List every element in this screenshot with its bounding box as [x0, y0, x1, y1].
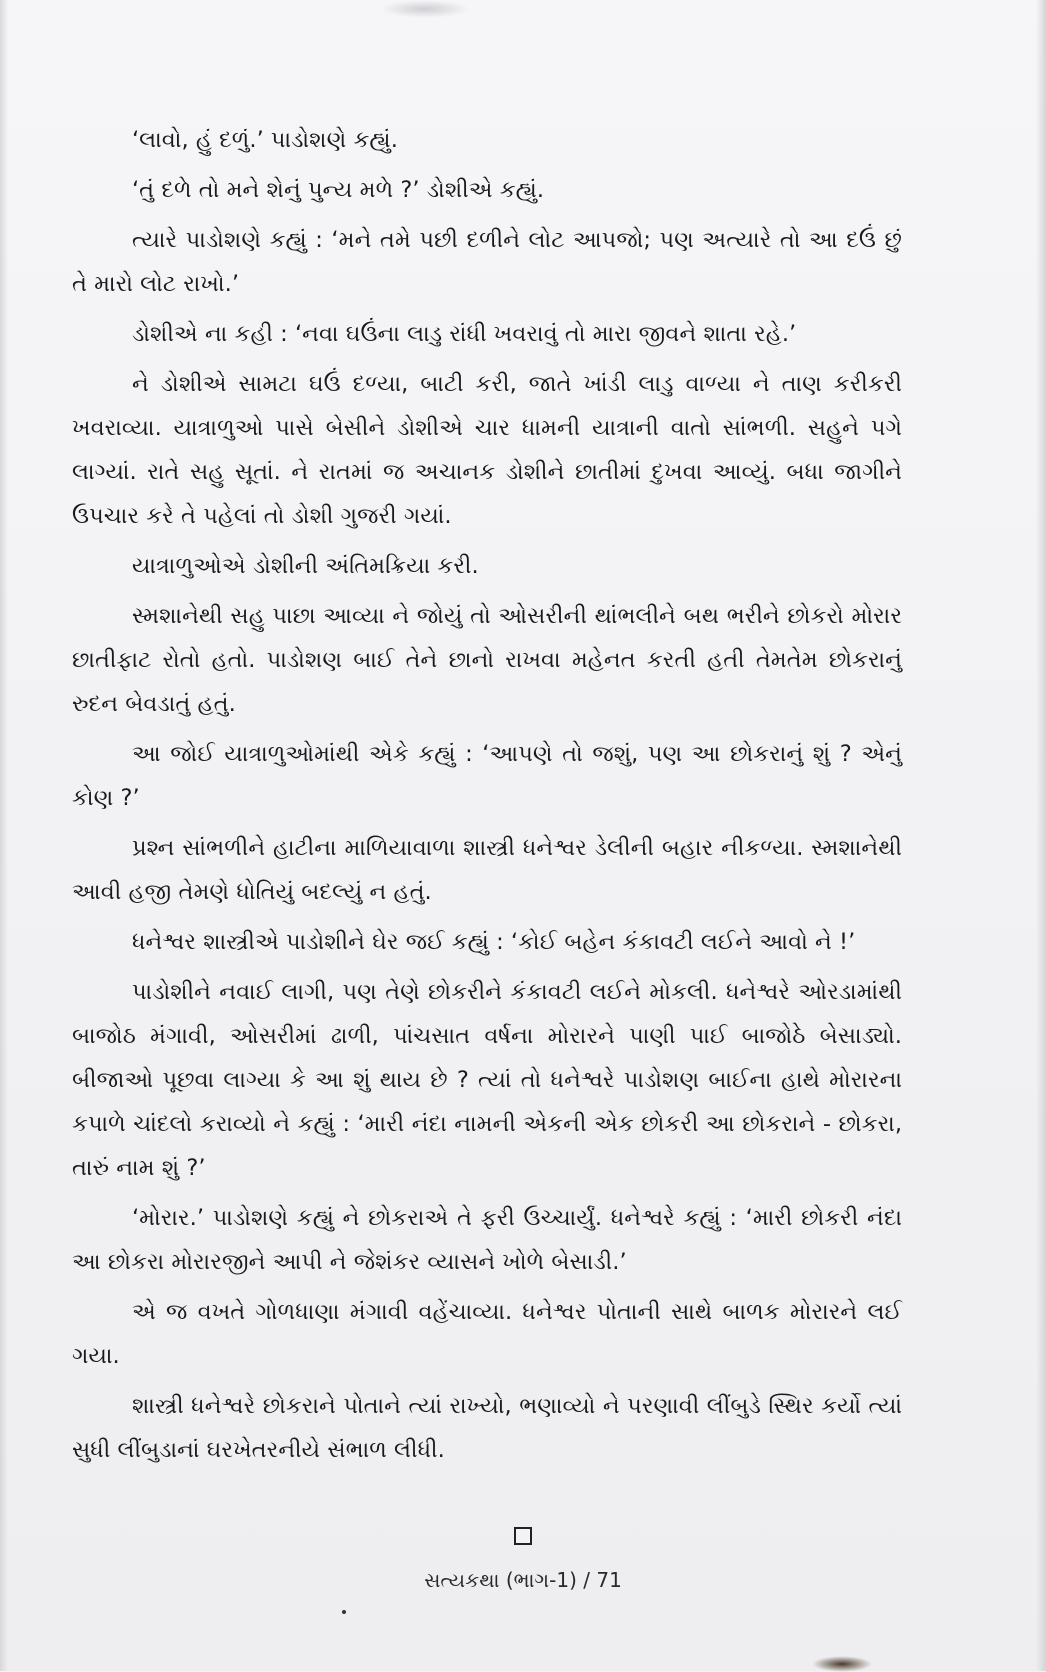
- paragraph: યાત્રાળુઓએ ડોશીની અંતિમક્રિયા કરી.: [132, 553, 479, 579]
- paragraph: શાસ્ત્રી ધનેશ્વરે છોકરાને પોતાને ત્યાં રાખ્યો, ભણાવ્યો ને પરણાવી લીંબુડે સ્થિર કર્યો ત્યાં સુધી લીંબુડાનાં ઘરખેતરનીયે સંભાળ લીધી.: [72, 1393, 902, 1463]
- paragraph: ત્યારે પાડોશણે કહ્યું : ‘મને તમે પછી દળીને લોટ આપજો; પણ અત્યારે તો આ દઉં છું તે મારો લોટ રાખો.’: [72, 227, 902, 297]
- paragraph: ડોશીએ ના કહી : ‘નવા ઘઉંના લાડુ રાંધી ખવરાવું તો મારા જીવને શાતા રહે.’: [132, 321, 797, 347]
- paragraph: ને ડોશીએ સામટા ઘઉં દળ્યા, બાટી કરી, જાતે ખાંડી લાડુ વાળ્યા ને તાણ કરીકરી ખવરાવ્યા. યાત્રાળુઓ પાસે બેસીને ડોશીએ ચાર ધામની યાત્રાની વાતો સાંભળી. સહુને પગે લાગ્યાં. રાતે સહુ સૂતાં. ને રાતમાં જ અચાનક ડોશીને છાતીમાં દુખવા આવ્યું. બધા જાગીને ઉપચાર કરે તે પહેલાં તો ડોશી ગુજરી ગયાં.: [72, 371, 902, 529]
- end-of-story-mark: [0, 1526, 1046, 1551]
- paragraph: પાડોશીને નવાઈ લાગી, પણ તેણે છોકરીને કંકાવટી લઈને મોકલી. ધનેશ્વરે ઓરડામાંથી બાજોઠ મંગાવી, ઓસરીમાં ઢાળી, પાંચસાત વર્ષના મોરારને પાણી પાઈ બાજોઠે બેસાડ્યો. બીજાઓ પૂછવા લાગ્યા કે આ શું થાય છે ? ત્યાં તો ધનેશ્વરે પાડોશણ બાઈના હાથે મોરારના કપાળે ચાંદલો કરાવ્યો ને કહ્યું : ‘મારી નંદા નામની એકની એક છોકરી આ છોકરાને - છોકરા, તારું નામ શું ?’: [72, 979, 902, 1181]
- paragraph: ધનેશ્વર શાસ્ત્રીએ પાડોશીને ઘેર જઈ કહ્યું : ‘કોઈ બહેન કંકાવટી લઈને આવો ને !’: [132, 929, 856, 955]
- paragraph: ‘મોરાર.’ પાડોશણે કહ્યું ને છોકરાએ તે ફરી ઉચ્ચાર્યું. ધનેશ્વરે કહ્યું : ‘મારી છોકરી નંદા આ છોકરા મોરારજીને આપી ને જેશંકર વ્યાસને ખોળે બેસાડી.’: [72, 1205, 902, 1275]
- paragraph: એ જ વખતે ગોળધાણા મંગાવી વહેંચાવ્યા. ધનેશ્વર પોતાની સાથે બાળક મોરારને લઈ ગયા.: [72, 1299, 902, 1369]
- paragraph: ‘લાવો, હું દળું.’ પાડોશણે કહ્યું.: [132, 127, 398, 153]
- paragraph: સ્મશાનેથી સહુ પાછા આવ્યા ને જોયું તો ઓસરીની થાંભલીને બથ ભરીને છોકરો મોરાર છાતીફાટ રોતો હતો. પાડોશણ બાઈ તેને છાનો રાખવા મહેનત કરતી હતી તેમતેમ છોકરાનું રુદન બેવડાતું હતું.: [72, 603, 902, 717]
- page-edge-left: [0, 0, 8, 1671]
- paragraph: ‘તું દળે તો મને શેનું પુન્ય મળે ?’ ડોશીએ કહ્યું.: [132, 177, 545, 203]
- paragraph: પ્રશ્ન સાંભળીને હાટીના માળિયાવાળા શાસ્ત્રી ધનેશ્વર ડેલીની બહાર નીકળ્યા. સ્મશાનેથી આવી હજી તેમણે ધોતિયું બદલ્યું ન હતું.: [72, 835, 902, 905]
- scan-smudge: [380, 0, 470, 18]
- ink-dot: [342, 1610, 346, 1614]
- page-edge-right: [1036, 0, 1046, 1671]
- page-footer: સત્યકથા (ભાગ-1) / 71: [424, 1568, 622, 1592]
- page-stain: [812, 1656, 872, 1672]
- page-body-text: [72, 118, 902, 1478]
- paragraph: આ જોઈ યાત્રાળુઓમાંથી એકે કહ્યું : ‘આપણે તો જશું, પણ આ છોકરાનું શું ? એનું કોણ ?’: [72, 741, 902, 811]
- square-icon: [514, 1527, 532, 1545]
